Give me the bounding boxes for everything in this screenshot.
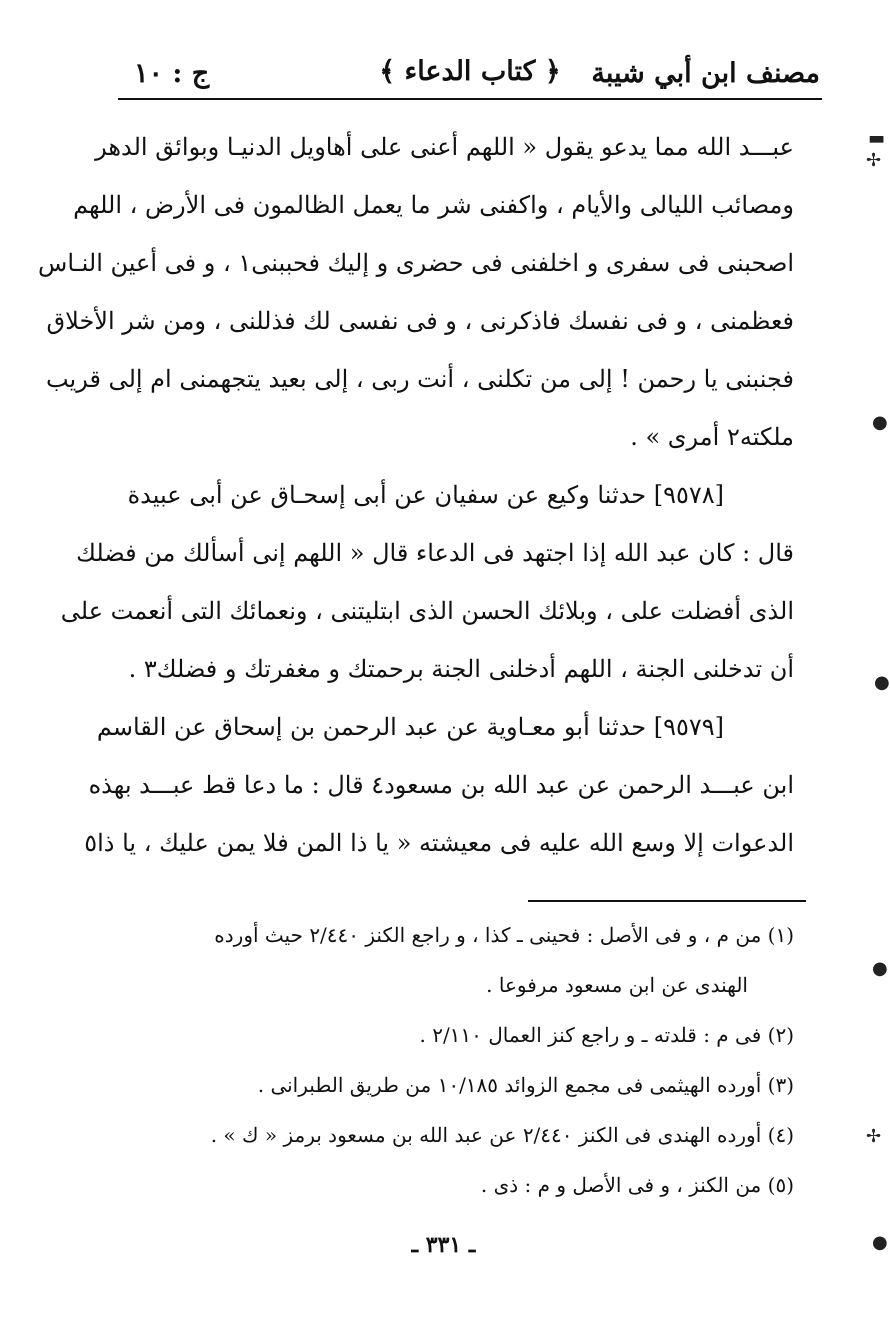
page-number: ـ ٣٣١ ـ [411, 1232, 476, 1258]
footnote-4: (٤) أورده الهندى فى الكنز ٢/٤٤٠ عن عبد الله بن مسعود برمز « ك » . [210, 1123, 794, 1147]
text-line: ملكته٢ أمرى » . [630, 423, 794, 451]
text-line: أن تدخلنى الجنة ، اللهم أدخلنى الجنة برحمتك و مغفرتك و فضلك٣ . [128, 655, 794, 683]
footnote-2: (٢) فى م : قلدته ـ و راجع كنز العمال ٢/١١٠ . [419, 1023, 794, 1047]
footnotes [128, 910, 794, 1210]
margin-mark: ● [872, 412, 888, 433]
margin-mark: ● [874, 672, 890, 693]
margin-mark: ✢ [866, 1126, 882, 1147]
margin-mark: ● [872, 1232, 888, 1253]
margin-mark: ● [872, 958, 888, 979]
margin-mark: ✢ [866, 150, 882, 171]
chapter-title: ﴿ كتاب الدعاء ﴾ [379, 56, 561, 87]
footnote-3: (٣) أورده الهيثمى فى مجمع الزوائد ١٠/١٨٥ من طريق الطبرانى . [257, 1073, 794, 1097]
text-line: ومصائب الليالى والأيام ، واكفنى شر ما يعمل الظالمون فى الأرض ، اللهم [73, 191, 794, 219]
footnote-1-continued: الهندى عن ابن مسعود مرفوعا . [486, 973, 748, 997]
hadith-9578-first-line: [٩٥٧٨] حدثنا وكيع عن سفيان عن أبى إسحـاق عن أبى عبيدة [127, 481, 724, 509]
text-line: قال : كان عبد الله إذا اجتهد فى الدعاء قال « اللهم إنى أسألك من فضلك [76, 539, 794, 567]
text-line: فجنبنى يا رحمن ! إلى من تكلنى ، أنت ربى ، إلى بعيد يتجهمنى ام إلى قريب [45, 365, 794, 393]
text-line: الذى أفضلت على ، وبلائك الحسن الذى ابتليتنى ، ونعمائك التى أنعمت على [60, 597, 794, 625]
text-line: ابن عبـــد الرحمن عن عبد الله بن مسعود٤ قال : ما دعا قط عبـــد بهذه [88, 771, 794, 799]
volume-number: ج : ١٠ [134, 58, 210, 89]
text-line: عبـــد الله مما يدعو يقول « اللهم أعنى على أهاويل الدنيـا وبوائق الدهر [95, 133, 794, 161]
footnote-5: (٥) من الكنز ، و فى الأصل و م : ذى . [480, 1173, 794, 1197]
main-text [38, 118, 794, 872]
footnote-1: (١) من م ، و فى الأصل : فحينى ـ كذا ، و راجع الكنز ٢/٤٤٠ حيث أورده [214, 923, 794, 947]
text-line: فعظمنى ، و فى نفسك فاذكرنى ، و فى نفسى لك فذللنى ، ومن شر الأخلاق [46, 307, 794, 335]
text-line: الدعوات إلا وسع الله عليه فى معيشته « يا ذا المن فلا يمن عليك ، يا ذا٥ [84, 829, 794, 857]
book-title: مصنف ابن أبي شيبة [591, 58, 820, 89]
footnote-divider [528, 900, 806, 902]
running-header [120, 52, 820, 96]
text-line: اصحبنى فى سفرى و اخلفنى فى حضرى و إليك فحببنى١ ، و فى أعين النـاس [38, 249, 794, 277]
header-divider [118, 98, 822, 100]
hadith-9579-first-line: [٩٥٧٩] حدثنا أبو معـاوية عن عبد الرحمن بن إسحاق عن القاسم [96, 713, 724, 741]
margin-mark: ▬ [868, 128, 886, 149]
